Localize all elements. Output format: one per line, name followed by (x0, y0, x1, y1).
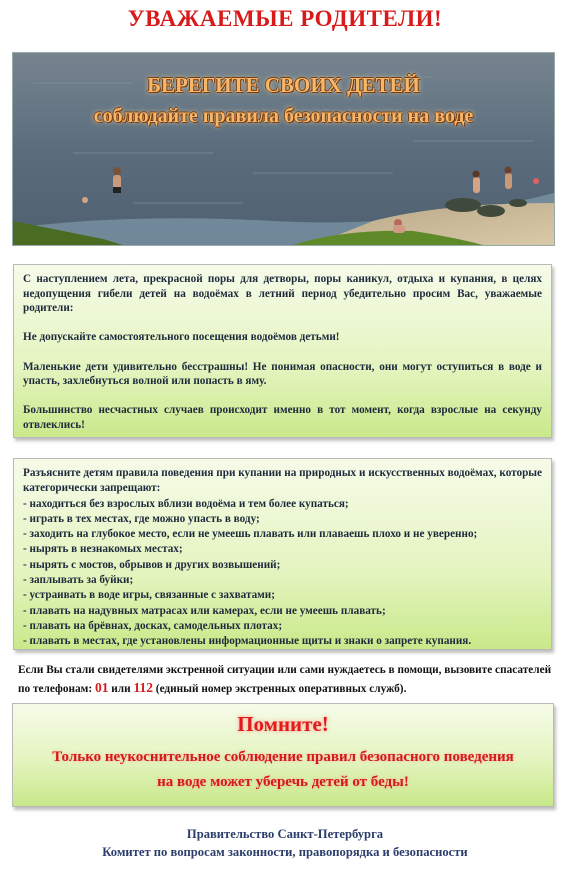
remember-line-1: Только неукоснительное соблюдение правил безопасного поведения (52, 749, 514, 765)
footer (0, 825, 570, 861)
remember-line-2: на воде может уберечь детей от беды! (157, 774, 409, 790)
rule-item: - играть в тех местах, где можно упасть в воду; (23, 512, 260, 525)
emergency-text: Если Вы стали свидетелями экстренной ситуации или сами нуждаетесь в помощи, вызовите спасателей по телефонам: (18, 664, 552, 695)
intro-panel (13, 264, 552, 438)
remember-panel (12, 703, 554, 807)
rules-panel (13, 458, 552, 650)
rule-item: - плавать на брёвнах, досках, самодельных плотах; (23, 619, 283, 632)
footer-committee: Комитет по вопросам законности, правопорядка и безопасности (102, 845, 468, 859)
intro-paragraph-1: С наступлением лета, прекрасной поры для детворы, поры каникул, отдыха и купания, в целях недопущения гибели детей на водоёмах в летний период убедительно просим Вас, уважаемые родители: (23, 273, 542, 315)
intro-paragraph-4: Большинство несчастных случаев происходит именно в тот момент, когда взрослые на секунду отвлеклись! (23, 404, 542, 431)
rule-item: - плавать на надувных матрасах или камерах, если не умеешь плавать; (23, 604, 386, 617)
phone-number-01: 01 (94, 680, 109, 695)
rule-item: - заплывать за буйки; (23, 574, 134, 587)
banner-subtitle: соблюдайте правила безопасности на воде (93, 105, 474, 127)
rule-item: - нырять в незнакомых местах; (23, 543, 183, 556)
remember-title: Помните! (237, 712, 329, 736)
rules-lead: Разъясните детям правила поведения при купании на природных и искусственных водоёмах, которые категорически запрещают: (23, 467, 542, 495)
rule-item: - находиться без взрослых вблизи водоёма и тем более купаться; (23, 497, 349, 510)
emergency-or: или (108, 683, 134, 695)
intro-paragraph-3: Маленькие дети удивительно бесстрашны! Не понимая опасности, они могут оступиться в воде и упасть, захлебнуться волной или попасть в яму. (23, 360, 542, 388)
emergency-text-end: (единый номер экстренных оперативных служб). (152, 683, 407, 695)
footer-government: Правительство Санкт-Петербурга (186, 827, 384, 841)
banner-headline: БЕРЕГИТЕ СВОИХ ДЕТЕЙ (147, 73, 420, 97)
rule-item: - устраивать в воде игры, связанные с захватами; (23, 589, 275, 602)
rule-item: - заходить на глубокое место, если не умеешь плавать или плаваешь плохо и не уверенно; (23, 528, 478, 541)
phone-number-112: 112 (133, 680, 153, 695)
intro-paragraph-2: Не допускайте самостоятельного посещения водоёмов детьми! (23, 331, 340, 344)
remember-text (13, 745, 553, 795)
rule-item: - плавать в местах, где установлены информационные щиты и знаки о запрете купания. (23, 635, 472, 648)
page-title: УВАЖАЕМЫЕ РОДИТЕЛИ! (127, 6, 443, 31)
banner-photo (12, 52, 555, 246)
emergency-notice (18, 662, 558, 698)
rule-item: - нырять с мостов, обрывов и других возвышений; (23, 558, 281, 571)
